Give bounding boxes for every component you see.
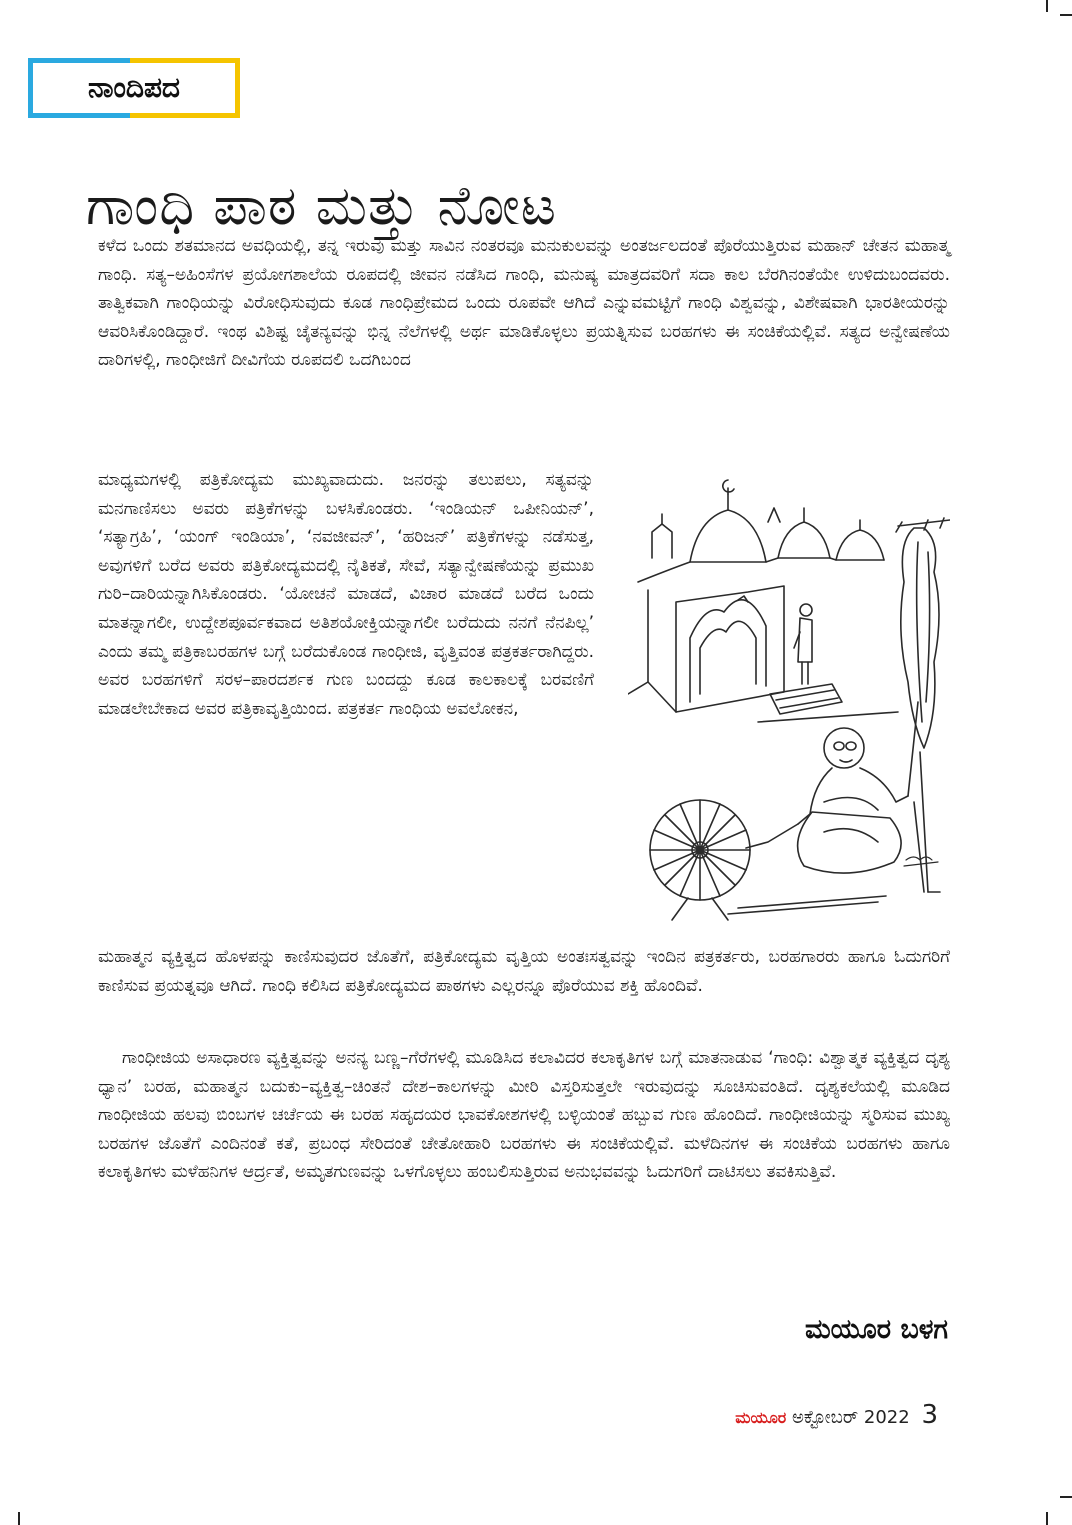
page-number: 3 — [921, 1400, 938, 1430]
crop-mark — [18, 1512, 20, 1525]
section-tag-label: ನಾಂದಿಪದ — [88, 71, 180, 104]
crop-mark — [1046, 1512, 1048, 1525]
page-title: ಗಾಂಧಿ ಪಾಠ ಮತ್ತು ನೋಟ — [86, 174, 558, 238]
article-paragraph-continuation: ಮಹಾತ್ಮನ ವ್ಯಕ್ತಿತ್ವದ ಹೊಳಪನ್ನು ಕಾಣಿಸುವುದರ ಜೊತೆಗೆ, ಪತ್ರಿಕೋದ್ಯಮ ವೃತ್ತಿಯ ಅಂತಃಸತ್ವವನ್ನು ಇಂದಿನ ಪತ್ರಕರ್ತರು, ಬರಹಗಾರರು ಹಾಗೂ ಓದುಗರಿಗೆ ಕಾಣಿಸುವ ಪ್ರಯತ್ನವೂ ಆಗಿದೆ. ಗಾಂಧಿ ಕಲಿಸಿದ ಪತ್ರಿಕೋದ್ಯಮದ ಪಾಠಗಳು ಎಲ್ಲರನ್ನೂ ಪೊರೆಯುವ ಶಕ್ತಿ ಹೊಂದಿವೆ. — [98, 947, 950, 996]
editorial-signature: ಮಯೂರ ಬಳಗ — [804, 1314, 948, 1345]
issue-date: ಅಕ್ಟೋಬರ್ 2022 — [792, 1407, 910, 1428]
magazine-brand: ಮಯೂರ — [735, 1408, 787, 1427]
article-paragraph-intro: ಕಳೆದ ಒಂದು ಶತಮಾನದ ಅವಧಿಯಲ್ಲಿ, ತನ್ನ ಇರುವು ಮತ್ತು ಸಾವಿನ ನಂತರವೂ ಮನುಕುಲವನ್ನು ಅಂತರ್ಜಲದಂತೆ ಪೊರೆಯುತ್ತಿರುವ ಮಹಾನ್ ಚೇತನ ಮಹಾತ್ಮ ಗಾಂಧಿ. ಸತ್ಯ–ಅಹಿಂಸೆಗಳ ಪ್ರಯೋಗಶಾಲೆಯ ರೂಪದಲ್ಲಿ ಜೀವನ ನಡೆಸಿದ ಗಾಂಧಿ, ಮನುಷ್ಯ ಮಾತ್ರದವರಿಗೆ ಸದಾ ಕಾಲ ಬೆರಗಿನಂತೆಯೇ ಉಳಿದುಬಂದವರು. ತಾತ್ವಿಕವಾಗಿ ಗಾಂಧಿಯನ್ನು ವಿರೋಧಿಸುವುದು ಕೂಡ ಗಾಂಧಿಪ್ರೇಮದ ಒಂದು ರೂಪವೇ ಆಗಿದೆ ಎನ್ನುವಮಟ್ಟಿಗೆ ಗಾಂಧಿ ವಿಶ್ವವನ್ನು, ವಿಶೇಷವಾಗಿ ಭಾರತೀಯರನ್ನು ಆವರಿಸಿಕೊಂಡಿದ್ದಾರೆ. ಇಂಥ ವಿಶಿಷ್ಟ ಚೈತನ್ಯವನ್ನು ಭಿನ್ನ ನೆಲೆಗಳಲ್ಲಿ ಅರ್ಥ ಮಾಡಿಕೊಳ್ಳಲು ಪ್ರಯತ್ನಿಸುವ ಬರಹಗಳು ಈ ಸಂಚಿಕೆಯಲ್ಲಿವೆ. ಸತ್ಯದ ಅನ್ವೇಷಣೆಯ ದಾರಿಗಳಲ್ಲಿ, ಗಾಂಧೀಜಿಗೆ ದೀವಿಗೆಯ ರೂಪದಲಿ ಒದಗಿಬಂದ — [98, 236, 950, 371]
page-footer — [735, 1400, 938, 1430]
article-paragraph-second: ಗಾಂಧೀಜಿಯ ಅಸಾಧಾರಣ ವ್ಯಕ್ತಿತ್ವವನ್ನು ಅನನ್ಯ ಬಣ್ಣ–ಗೆರೆಗಳಲ್ಲಿ ಮೂಡಿಸಿದ ಕಲಾವಿದರ ಕಲಾಕೃತಿಗಳ ಬಗ್ಗೆ ಮಾತನಾಡುವ ‘ಗಾಂಧಿ: ವಿಶ್ವಾತ್ಮಕ ವ್ಯಕ್ತಿತ್ವದ ದೃಶ್ಯ ಧ್ಯಾನ’ ಬರಹ, ಮಹಾತ್ಮನ ಬದುಕು–ವ್ಯಕ್ತಿತ್ವ–ಚಿಂತನೆ ದೇಶ–ಕಾಲಗಳನ್ನು ಮೀರಿ ವಿಸ್ತರಿಸುತ್ತಲೇ ಇರುವುದನ್ನು ಸೂಚಿಸುವಂತಿದೆ. ದೃಶ್ಯಕಲೆಯಲ್ಲಿ ಮೂಡಿದ ಗಾಂಧೀಜಿಯ ಹಲವು ಬಿಂಬಗಳ ಚರ್ಚೆಯ ಈ ಬರಹ ಸಹೃದಯರ ಭಾವಕೋಶಗಳಲ್ಲಿ ಬಳ್ಳಿಯಂತೆ ಹಬ್ಬುವ ಗುಣ ಹೊಂದಿದೆ. ಗಾಂಧೀಜಿಯನ್ನು ಸ್ಮರಿಸುವ ಮುಖ್ಯ ಬರಹಗಳ ಜೊತೆಗೆ ಎಂದಿನಂತೆ ಕತೆ, ಪ್ರಬಂಧ ಸೇರಿದಂತೆ ಚೇತೋಹಾರಿ ಬರಹಗಳು ಈ ಸಂಚಿಕೆಯಲ್ಲಿವೆ. ಮಳೆದಿನಗಳ ಈ ಸಂಚಿಕೆಯ ಬರಹಗಳು ಹಾಗೂ ಕಲಾಕೃತಿಗಳು ಮಳೆಹನಿಗಳ ಆರ್ದ್ರತೆ, ಅಮೃತಗುಣವನ್ನು ಒಳಗೊಳ್ಳಲು ಹಂಬಲಿಸುತ್ತಿರುವ ಅನುಭವವನ್ನು ಓದುಗರಿಗೆ ದಾಟಿಸಲು ತವಕಿಸುತ್ತಿವೆ. — [98, 1048, 950, 1183]
gandhi-charkha-sketch-icon — [628, 462, 950, 924]
crop-mark — [1060, 14, 1072, 16]
article-paragraph-column: ಮಾಧ್ಯಮಗಳಲ್ಲಿ ಪತ್ರಿಕೋದ್ಯಮ ಮುಖ್ಯವಾದುದು. ಜನರನ್ನು ತಲುಪಲು, ಸತ್ಯವನ್ನು ಮನಗಾಣಿಸಲು ಅವರು ಪತ್ರಿಕೆಗಳನ್ನು ಬಳಸಿಕೊಂಡರು. ‘ಇಂಡಿಯನ್ ಒಪೀನಿಯನ್’, ‘ಸತ್ಯಾಗ್ರಹಿ’, ‘ಯಂಗ್ ಇಂಡಿಯಾ’, ‘ನವಜೀವನ್’, ‘ಹರಿಜನ್’ ಪತ್ರಿಕೆಗಳನ್ನು ನಡೆಸುತ್ತ, ಅವುಗಳಿಗೆ ಬರೆದ ಅವರು ಪತ್ರಿಕೋದ್ಯಮದಲ್ಲಿ ನೈತಿಕತೆ, ಸೇವೆ, ಸತ್ಯಾನ್ವೇಷಣೆಯನ್ನು ಪ್ರಮುಖ ಗುರಿ–ದಾರಿಯನ್ನಾಗಿಸಿಕೊಂಡರು. ‘ಯೋಚನೆ ಮಾಡದೆ, ವಿಚಾರ ಮಾಡದೆ ಬರೆದ ಒಂದು ಮಾತನ್ನಾಗಲೀ, ಉದ್ದೇಶಪೂರ್ವಕವಾದ ಅತಿಶಯೋಕ್ತಿಯನ್ನಾಗಲೀ ಬರೆದುದು ನನಗೆ ನೆನಪಿಲ್ಲ’ ಎಂದು ತಮ್ಮ ಪತ್ರಿಕಾಬರಹಗಳ ಬಗ್ಗೆ ಬರೆದುಕೊಂಡ ಗಾಂಧೀಜಿ, ವೃತ್ತಿವಂತ ಪತ್ರಕರ್ತರಾಗಿದ್ದರು. ಅವರ ಬರಹಗಳಿಗೆ ಸರಳ–ಪಾರದರ್ಶಕ ಗುಣ ಬಂದದ್ದು ಕೂಡ ಕಾಲಕಾಲಕ್ಕೆ ಬರವಣಿಗೆ ಮಾಡಲೇಬೇಕಾದ ಅವರ ಪತ್ರಿಕಾವೃತ್ತಿಯಿಂದ. ಪತ್ರಕರ್ತ ಗಾಂಧಿಯ ಅವಲೋಕನ, — [98, 470, 594, 719]
section-tag — [28, 58, 240, 118]
crop-mark — [1046, 0, 1048, 12]
crop-mark — [1060, 1496, 1072, 1498]
